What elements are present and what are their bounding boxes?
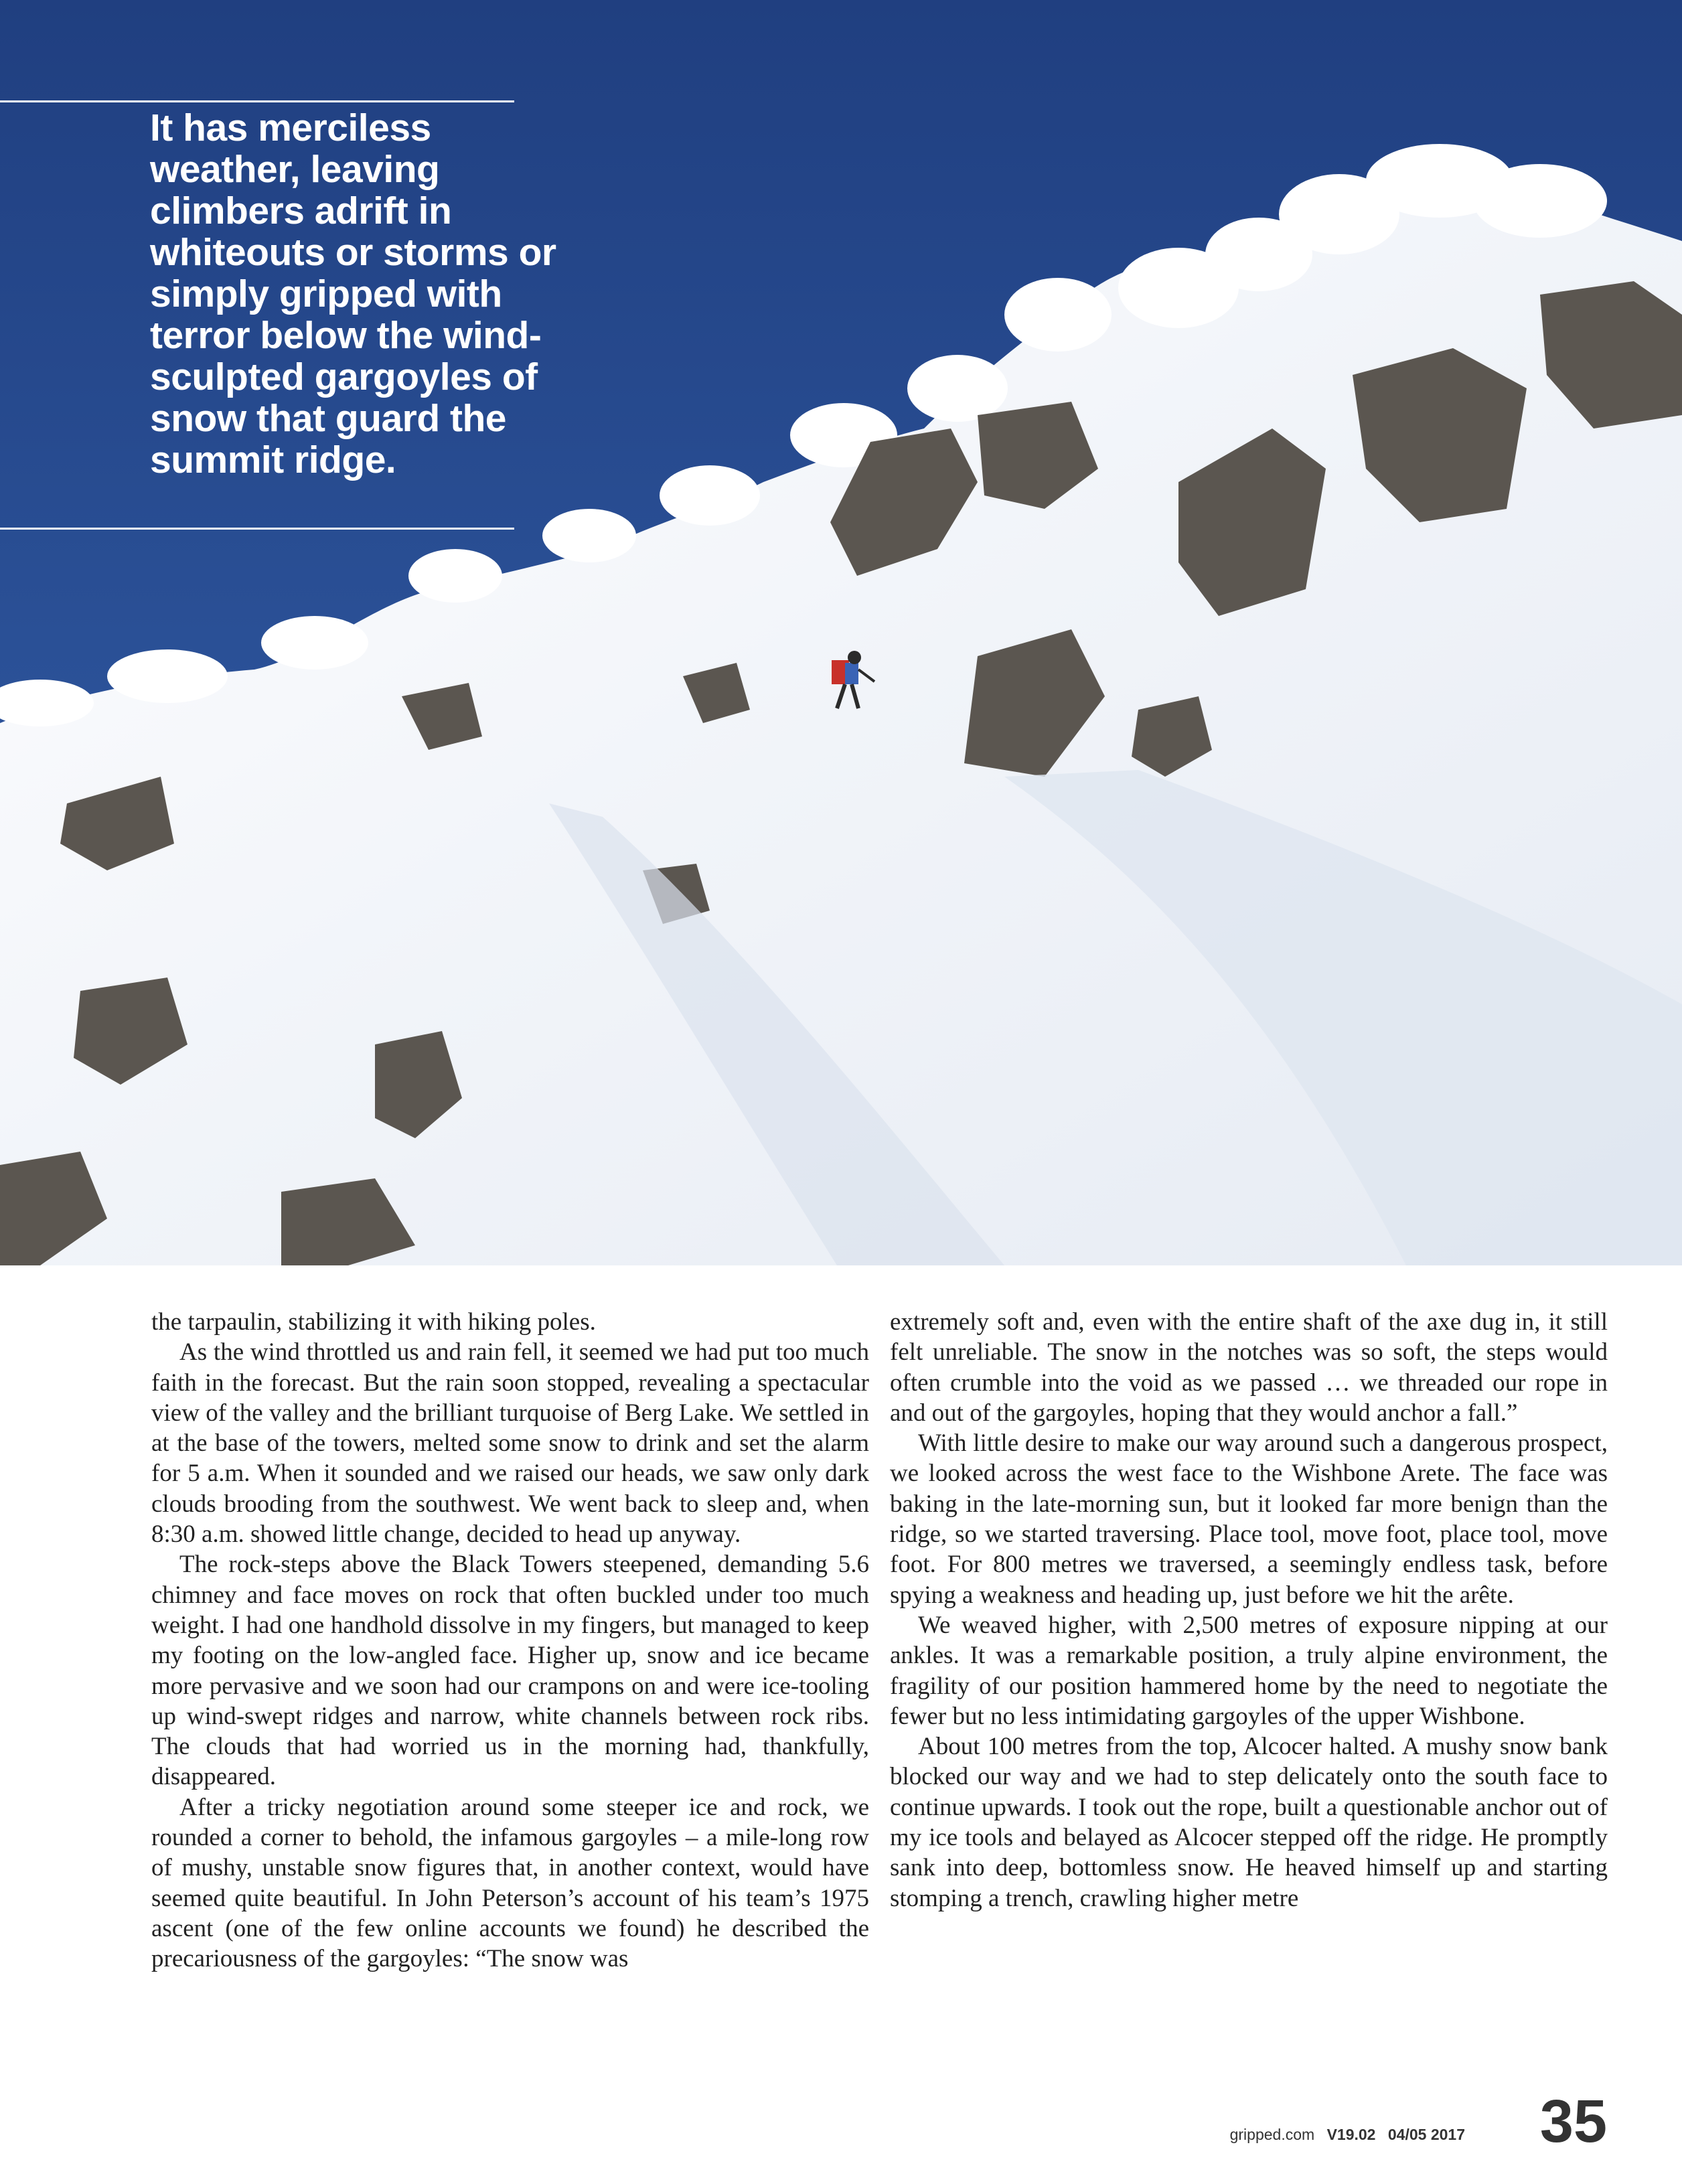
page-number: 35 xyxy=(1539,2088,1607,2155)
issue-date: 04/05 2017 xyxy=(1387,2126,1465,2143)
article-column-right xyxy=(890,1307,1608,1914)
paragraph: The rock-steps above the Black Towers steepened, demanding 5.6 chimney and face moves on rock that often buckled under too much weight. I had one handhold dissolve in my fingers, but managed to keep my footing on the low-angled face. Higher up, snow and ice became more pervasive and we soon had our crampons on and were ice-tooling up wind-swept ridges and narrow, white channels between rock ribs. The clouds that had worried us in the morning had, thankfully, disappeared. xyxy=(151,1551,869,1791)
site-name: gripped.com xyxy=(1229,2126,1315,2143)
folio-info xyxy=(1222,2126,1465,2144)
paragraph: After a tricky negotiation around some steeper ice and rock, we rounded a corner to behold, the infamous gargoyles – a mile-long row of mushy, unstable snow figures that, in another context, would have seemed quite beautiful. In John Peterson’s account of his team’s 1975 ascent (one of the few online accounts we found) he described the precariousness of the gargoyles: “The snow was xyxy=(151,1793,869,1973)
paragraph: We weaved higher, with 2,500 metres of exposure nipping at our ankles. It was a remarkable position, a truly alpine environment, the fragility of our position hammered home by the need to negotiate the fewer but no less intimidating gargoyles of the upper Wishbone. xyxy=(890,1611,1608,1730)
article-column-left xyxy=(151,1307,869,1974)
paragraph: extremely soft and, even with the entire shaft of the axe dug in, it still felt unreliable. The snow in the notches was so soft, the steps would often crumble into the void as we passed … we threaded our rope in and out of the gargoyles, hoping that they would anchor a fall.” xyxy=(890,1308,1608,1427)
paragraph: As the wind throttled us and rain fell, it seemed we had put too much faith in the forecast. But the rain soon stopped, revealing a spectacular view of the valley and the brilliant turquoise of Berg Lake. We settled in at the base of the towers, melted some snow to drink and set the alarm for 5 a.m. When it sounded and we raised our heads, we saw only dark clouds brooding from the southwest. We went back to sleep and, when 8:30 a.m. showed little change, decided to head up anyway. xyxy=(151,1338,869,1549)
paragraph: About 100 metres from the top, Alcocer halted. A mushy snow bank blocked our way and we had to step delicately onto the south face to continue upwards. I took out the rope, built a questionable anchor out of my ice tools and belayed as Alcocer stepped off the ridge. He promptly sank into deep, bottomless snow. He heaved himself up and starting stomping a trench, crawling higher metre xyxy=(890,1733,1608,1912)
volume-number: V19.02 xyxy=(1326,2126,1376,2143)
pull-quote-top-rule xyxy=(0,100,514,102)
page-footer xyxy=(1219,2088,1607,2155)
pull-quote: It has merciless weather, leaving climbers adrift in whiteouts or storms or simply gripped with terror below the wind-sculpted gargoyles of snow that guard the summit ridge. xyxy=(150,106,556,481)
pull-quote-bottom-rule xyxy=(0,528,514,530)
paragraph: the tarpaulin, stabilizing it with hiking poles. xyxy=(151,1308,596,1336)
paragraph: With little desire to make our way around such a dangerous prospect, we looked across the west face to the Wishbone Arete. The face was baking in the late-morning sun, but it looked far more benign than the ridge, so we started traversing. Place tool, move foot, place tool, move foot. For 800 metres we traversed, a seemingly endless task, before spying a weakness and heading up, just before we hit the arête. xyxy=(890,1429,1608,1609)
